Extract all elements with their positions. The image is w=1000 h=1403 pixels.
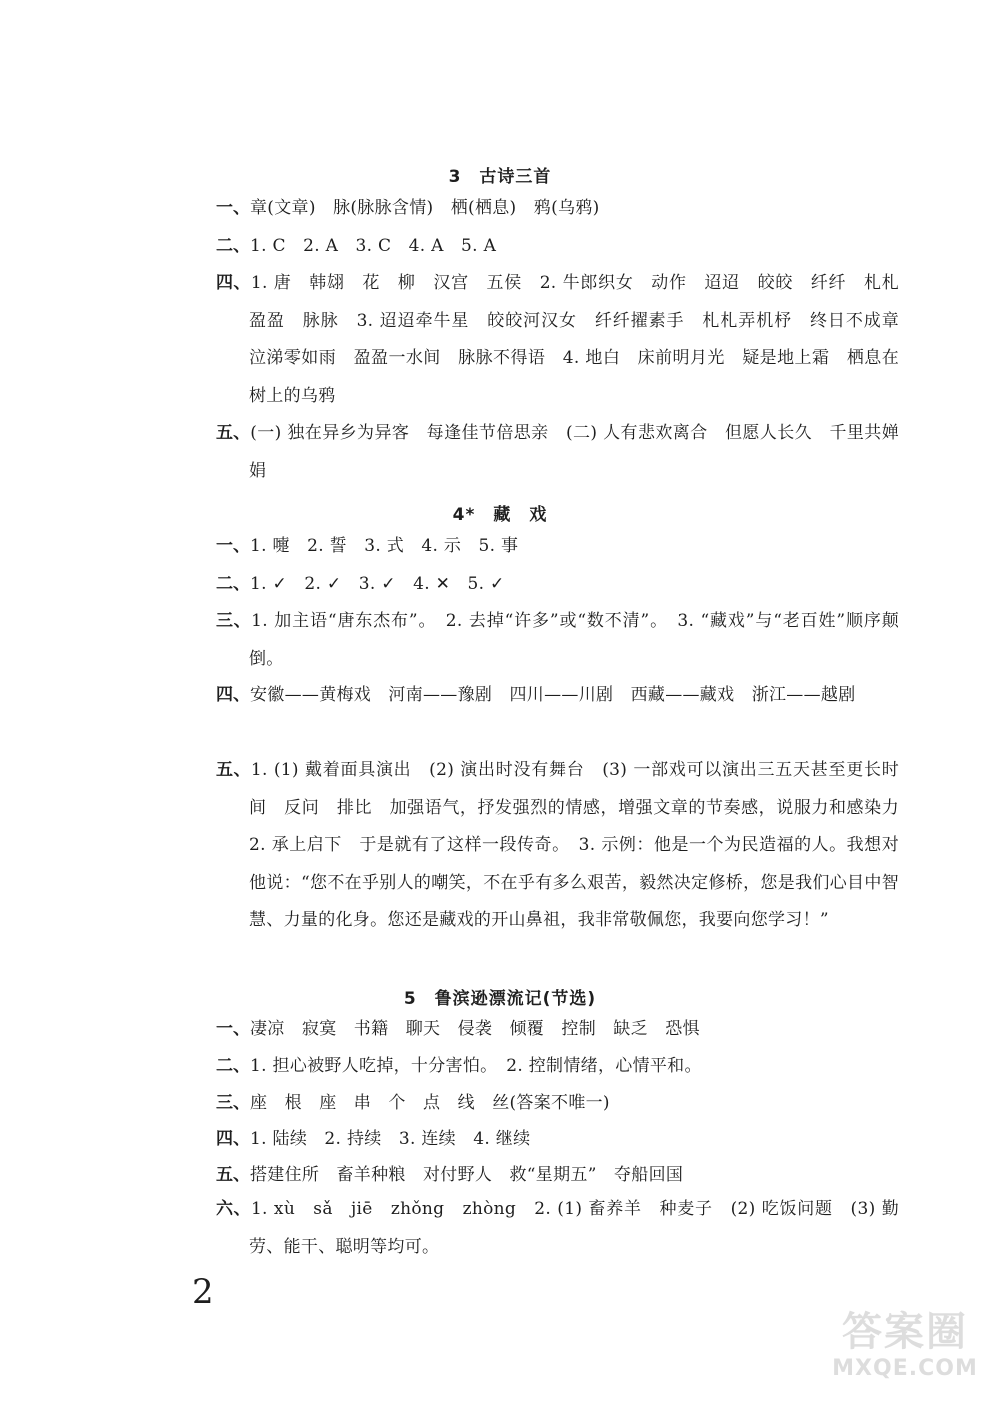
- answer-item: [216, 415, 899, 490]
- answer-item: [216, 1048, 866, 1086]
- answer-item: [216, 566, 866, 604]
- item-text: 章(文章) 脉(脉脉含情) 栖(栖息) 鸦(乌鸦): [250, 198, 600, 218]
- item-label: 一、: [216, 536, 250, 556]
- watermark-logo: [820, 1308, 990, 1398]
- item-text: 1. 陆续 2. 持续 3. 连续 4. 继续: [250, 1129, 531, 1149]
- item-text: 1. 嚏 2. 誓 3. 式 4. 示 5. 事: [250, 536, 519, 556]
- watermark-text: 答案圈: [842, 1309, 968, 1355]
- item-label: 五、: [216, 1165, 250, 1185]
- answer-item: [216, 677, 899, 715]
- item-label: 二、: [216, 236, 250, 256]
- item-label: 三、: [216, 611, 252, 631]
- item-text: 1. xù sǎ jiē zhǒng zhòng 2. (1) 畜养羊 种麦子 (2) 吃饭问题 (3) 勤劳、能干、聪明等均可。: [249, 1199, 899, 1257]
- item-label: 六、: [216, 1199, 251, 1219]
- page-number: 2: [192, 1272, 214, 1312]
- answer-item: [216, 603, 899, 678]
- section-title-5: 5 鲁滨逊漂流记(节选): [403, 989, 597, 1009]
- item-text: 1. C 2. A 3. C 4. A 5. A: [250, 236, 497, 256]
- item-text: 安徽——黄梅戏 河南——豫剧 四川——川剧 西藏——藏戏 浙江——越剧: [250, 685, 856, 705]
- item-text: 凄凉 寂寞 书籍 聊天 侵袭 倾覆 控制 缺乏 恐惧: [250, 1019, 700, 1039]
- item-text: 1. ✓ 2. ✓ 3. ✓ 4. ✕ 5. ✓: [250, 574, 505, 594]
- item-label: 三、: [216, 1093, 250, 1113]
- item-text: 1. (1) 戴着面具演出 (2) 演出时没有舞台 (3) 一部戏可以演出三五天甚至更长时间 反问 排比 加强语气，抒发强烈的情感，增强文章的节奏感，说服力和感染力 2. 承上启下 于是就有了这样一段传奇。 3. 示例：他是一个为民造福的人。我想对他说：“您不在乎别人的嘲笑，不在乎有多么艰苦，毅然决定修桥，您是我们心目中智慧、力量的化身。您还是藏戏的开山鼻祖，我非常敬佩您，我要向您学习！”: [249, 760, 917, 930]
- item-label: 四、: [216, 273, 251, 293]
- answer-item: [216, 1085, 866, 1123]
- item-label: 五、: [216, 760, 251, 780]
- answer-item: [216, 1011, 866, 1049]
- watermark-url: MXQE.COM: [832, 1356, 978, 1381]
- section-title-4: 4* 藏 戏: [452, 505, 548, 525]
- item-text: (一) 独在异乡为异客 每逢佳节倍思亲 (二) 人有悲欢离合 但愿人长久 千里共婵娟: [249, 423, 899, 481]
- item-label: 二、: [216, 1056, 250, 1076]
- item-label: 五、: [216, 423, 251, 443]
- answer-item: [216, 1157, 866, 1195]
- section-title-3: 3 古诗三首: [448, 167, 552, 187]
- item-text: 搭建住所 畜羊种粮 对付野人 救“星期五” 夺船回国: [250, 1165, 684, 1185]
- answer-item: [216, 190, 866, 228]
- item-text: 1. 加主语“唐东杰布”。 2. 去掉“许多”或“数不清”。 3. “藏戏”与“老百姓”顺序颠倒。: [249, 611, 899, 669]
- item-label: 四、: [216, 685, 250, 705]
- answer-item: [216, 1121, 866, 1159]
- item-text: 1. 唐 韩翃 花 柳 汉宫 五侯 2. 牛郎织女 动作 迢迢 皎皎 纤纤 札札 盈盈 脉脉 3. 迢迢牵牛星 皎皎河汉女 纤纤擢素手 札札弄机杼 终日不成章 泣涕零如雨 盈盈一水间 脉脉不得语 4. 地白 床前明月光 疑是地上霜 栖息在树上的乌鸦: [249, 273, 917, 406]
- answer-item: [216, 528, 866, 566]
- item-label: 二、: [216, 574, 250, 594]
- answer-item: [216, 265, 917, 415]
- item-text: 1. 担心被野人吃掉，十分害怕。 2. 控制情绪，心情平和。: [250, 1056, 702, 1076]
- item-label: 一、: [216, 1019, 250, 1039]
- item-label: 四、: [216, 1129, 250, 1149]
- answer-item: [216, 1191, 899, 1266]
- item-text: 座 根 座 串 个 点 线 丝(答案不唯一): [250, 1093, 610, 1113]
- answer-item: [216, 228, 866, 266]
- item-label: 一、: [216, 198, 250, 218]
- answer-item: [216, 752, 917, 940]
